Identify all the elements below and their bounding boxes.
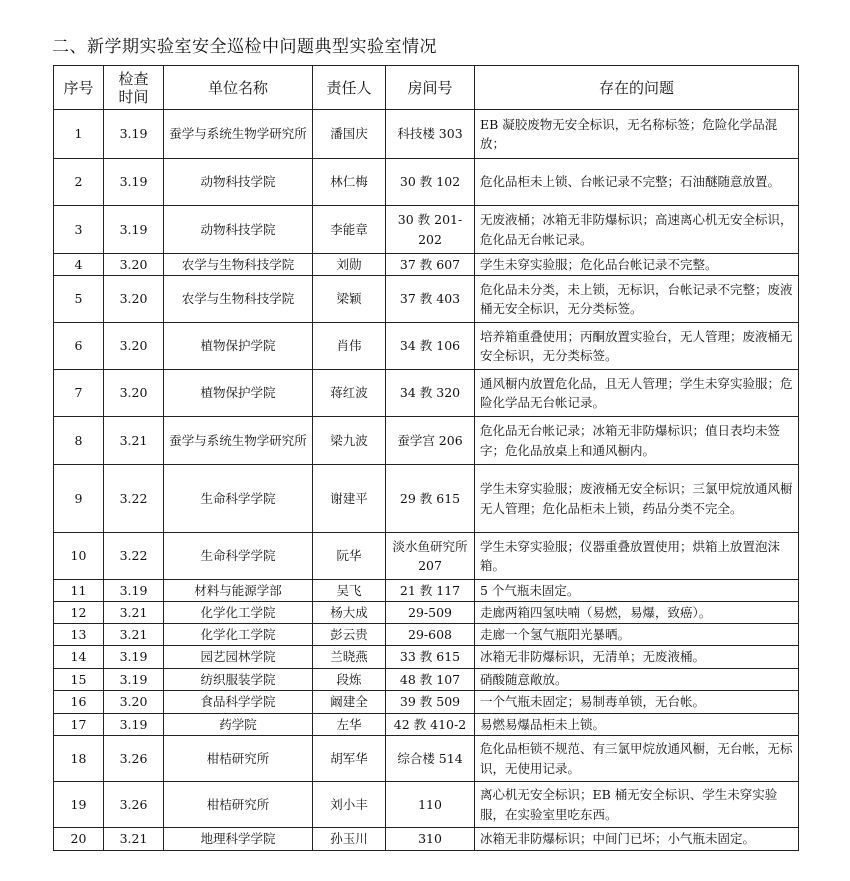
cell-issue: 培养箱重叠使用；丙酮放置实验台，无人管理；废液桶无安全标识，无分类标签。	[475, 323, 799, 370]
cell-room: 42 教 410-2	[386, 714, 475, 736]
cell-unit: 柑桔研究所	[164, 782, 313, 828]
cell-room: 48 教 107	[386, 669, 475, 691]
table-row	[54, 159, 799, 206]
cell-room: 30 教 102	[386, 159, 475, 206]
cell-room: 淡水鱼研究所 207	[386, 533, 475, 580]
cell-date: 3.19	[104, 714, 164, 736]
cell-date: 3.19	[104, 580, 164, 602]
cell-index: 9	[54, 465, 104, 533]
cell-unit: 化学化工学院	[164, 624, 313, 646]
cell-room: 21 教 117	[386, 580, 475, 602]
cell-person: 肖伟	[313, 323, 386, 370]
table-header-row	[54, 66, 799, 110]
table-row	[54, 691, 799, 714]
cell-date: 3.19	[104, 646, 164, 669]
table-row	[54, 782, 799, 828]
cell-index: 10	[54, 533, 104, 580]
cell-room: 37 教 403	[386, 276, 475, 323]
cell-unit: 植物保护学院	[164, 370, 313, 417]
cell-date: 3.21	[104, 828, 164, 851]
cell-unit: 纺织服装学院	[164, 669, 313, 691]
table-row	[54, 714, 799, 736]
header-issue: 存在的问题	[475, 66, 799, 110]
cell-person: 刘勋	[313, 254, 386, 276]
cell-date: 3.26	[104, 736, 164, 782]
table-row	[54, 828, 799, 851]
cell-unit: 农学与生物科技学院	[164, 276, 313, 323]
header-index: 序号	[54, 66, 104, 110]
cell-issue: 学生未穿实验服；危化品台帐记录不完整。	[475, 254, 799, 276]
cell-person: 潘国庆	[313, 110, 386, 159]
cell-person: 刘小丰	[313, 782, 386, 828]
table-row	[54, 580, 799, 602]
table-row	[54, 206, 799, 254]
cell-person: 左华	[313, 714, 386, 736]
cell-index: 2	[54, 159, 104, 206]
cell-person: 彭云贵	[313, 624, 386, 646]
table-row	[54, 736, 799, 782]
table-row	[54, 624, 799, 646]
cell-issue: 无废液桶；冰箱无非防爆标识；高速离心机无安全标识，危化品无台帐记录。	[475, 206, 799, 254]
table-row	[54, 646, 799, 669]
cell-room: 33 教 615	[386, 646, 475, 669]
cell-unit: 植物保护学院	[164, 323, 313, 370]
cell-room: 29 教 615	[386, 465, 475, 533]
cell-date: 3.22	[104, 465, 164, 533]
cell-date: 3.21	[104, 624, 164, 646]
cell-date: 3.19	[104, 110, 164, 159]
cell-index: 17	[54, 714, 104, 736]
cell-date: 3.20	[104, 323, 164, 370]
cell-unit: 化学化工学院	[164, 602, 313, 624]
cell-room: 30 教 201-202	[386, 206, 475, 254]
table-row	[54, 533, 799, 580]
cell-issue: 学生未穿实验服；仪器重叠放置使用；烘箱上放置泡沫箱。	[475, 533, 799, 580]
cell-room: 29-608	[386, 624, 475, 646]
cell-unit: 生命科学学院	[164, 465, 313, 533]
table-row	[54, 254, 799, 276]
cell-date: 3.20	[104, 691, 164, 714]
cell-unit: 生命科学学院	[164, 533, 313, 580]
page-title: 二、新学期实验室安全巡检中问题典型实验室情况	[52, 37, 437, 57]
cell-issue: 易燃易爆品柜未上锁。	[475, 714, 799, 736]
cell-index: 15	[54, 669, 104, 691]
cell-index: 18	[54, 736, 104, 782]
cell-date: 3.20	[104, 370, 164, 417]
cell-unit: 园艺园林学院	[164, 646, 313, 669]
cell-issue: 离心机无安全标识；EB 桶无安全标识、学生未穿实验服，在实验室里吃东西。	[475, 782, 799, 828]
cell-person: 段炼	[313, 669, 386, 691]
cell-person: 阚建全	[313, 691, 386, 714]
cell-issue: 硝酸随意敞放。	[475, 669, 799, 691]
cell-date: 3.21	[104, 602, 164, 624]
cell-index: 8	[54, 417, 104, 465]
cell-date: 3.19	[104, 159, 164, 206]
cell-index: 14	[54, 646, 104, 669]
cell-index: 19	[54, 782, 104, 828]
cell-date: 3.19	[104, 206, 164, 254]
cell-person: 胡军华	[313, 736, 386, 782]
table-row	[54, 370, 799, 417]
cell-issue: 5 个气瓶未固定。	[475, 580, 799, 602]
table-row	[54, 323, 799, 370]
cell-issue: 学生未穿实验服；废液桶无安全标识；三氯甲烷放通风橱无人管理；危化品柜未上锁，药品分类不完全。	[475, 465, 799, 533]
table-row	[54, 602, 799, 624]
header-person: 责任人	[313, 66, 386, 110]
cell-issue: EB 凝胶废物无安全标识，无名称标签；危险化学品混放；	[475, 110, 799, 159]
cell-room: 34 教 320	[386, 370, 475, 417]
cell-issue: 危化品柜未上锁、台帐记录不完整；石油醚随意放置。	[475, 159, 799, 206]
cell-index: 3	[54, 206, 104, 254]
cell-person: 兰晓燕	[313, 646, 386, 669]
cell-unit: 食品科学学院	[164, 691, 313, 714]
cell-index: 20	[54, 828, 104, 851]
cell-index: 13	[54, 624, 104, 646]
cell-issue: 走廊一个氢气瓶阳光暴晒。	[475, 624, 799, 646]
cell-index: 12	[54, 602, 104, 624]
table-row	[54, 110, 799, 159]
cell-date: 3.19	[104, 669, 164, 691]
cell-date: 3.22	[104, 533, 164, 580]
cell-unit: 动物科技学院	[164, 206, 313, 254]
header-room: 房间号	[386, 66, 475, 110]
table-row	[54, 417, 799, 465]
header-unit: 单位名称	[164, 66, 313, 110]
cell-issue: 一个气瓶未固定；易制毒单锁，无台帐。	[475, 691, 799, 714]
cell-index: 7	[54, 370, 104, 417]
cell-issue: 冰箱无非防爆标识；中间门已坏；小气瓶未固定。	[475, 828, 799, 851]
cell-date: 3.20	[104, 254, 164, 276]
cell-index: 11	[54, 580, 104, 602]
cell-index: 1	[54, 110, 104, 159]
cell-person: 蒋红波	[313, 370, 386, 417]
cell-index: 6	[54, 323, 104, 370]
header-date: 检查 时间	[104, 66, 164, 110]
cell-unit: 蚕学与系统生物学研究所	[164, 110, 313, 159]
cell-issue: 通风橱内放置危化品，且无人管理；学生未穿实验服；危险化学品无台帐记录。	[475, 370, 799, 417]
cell-unit: 农学与生物科技学院	[164, 254, 313, 276]
cell-date: 3.21	[104, 417, 164, 465]
cell-issue: 走廊两箱四氢呋喃（易燃，易爆，致癌）。	[475, 602, 799, 624]
inspection-table	[53, 65, 799, 851]
cell-person: 林仁梅	[313, 159, 386, 206]
cell-person: 孙玉川	[313, 828, 386, 851]
cell-unit: 柑桔研究所	[164, 736, 313, 782]
cell-issue: 危化品未分类，未上锁，无标识，台帐记录不完整；废液桶无安全标识，无分类标签。	[475, 276, 799, 323]
cell-person: 梁颖	[313, 276, 386, 323]
cell-room: 综合楼 514	[386, 736, 475, 782]
cell-unit: 蚕学与系统生物学研究所	[164, 417, 313, 465]
cell-person: 谢建平	[313, 465, 386, 533]
cell-room: 310	[386, 828, 475, 851]
cell-issue: 危化品无台帐记录；冰箱无非防爆标识；值日表均未签字；危化品放桌上和通风橱内。	[475, 417, 799, 465]
cell-room: 科技楼 303	[386, 110, 475, 159]
cell-person: 李能章	[313, 206, 386, 254]
cell-room: 37 教 607	[386, 254, 475, 276]
cell-unit: 动物科技学院	[164, 159, 313, 206]
cell-date: 3.20	[104, 276, 164, 323]
cell-person: 吴飞	[313, 580, 386, 602]
table-row	[54, 669, 799, 691]
cell-index: 16	[54, 691, 104, 714]
cell-person: 阮华	[313, 533, 386, 580]
cell-unit: 材料与能源学部	[164, 580, 313, 602]
cell-issue: 冰箱无非防爆标识，无清单；无废液桶。	[475, 646, 799, 669]
cell-room: 蚕学宫 206	[386, 417, 475, 465]
cell-index: 5	[54, 276, 104, 323]
table-row	[54, 465, 799, 533]
cell-unit: 药学院	[164, 714, 313, 736]
cell-date: 3.26	[104, 782, 164, 828]
cell-person: 梁九波	[313, 417, 386, 465]
cell-index: 4	[54, 254, 104, 276]
cell-room: 110	[386, 782, 475, 828]
cell-room: 29-509	[386, 602, 475, 624]
cell-issue: 危化品柜锁不规范、有三氯甲烷放通风橱，无台帐，无标识，无使用记录。	[475, 736, 799, 782]
cell-unit: 地理科学学院	[164, 828, 313, 851]
table-row	[54, 276, 799, 323]
cell-room: 39 教 509	[386, 691, 475, 714]
cell-person: 杨大成	[313, 602, 386, 624]
cell-room: 34 教 106	[386, 323, 475, 370]
